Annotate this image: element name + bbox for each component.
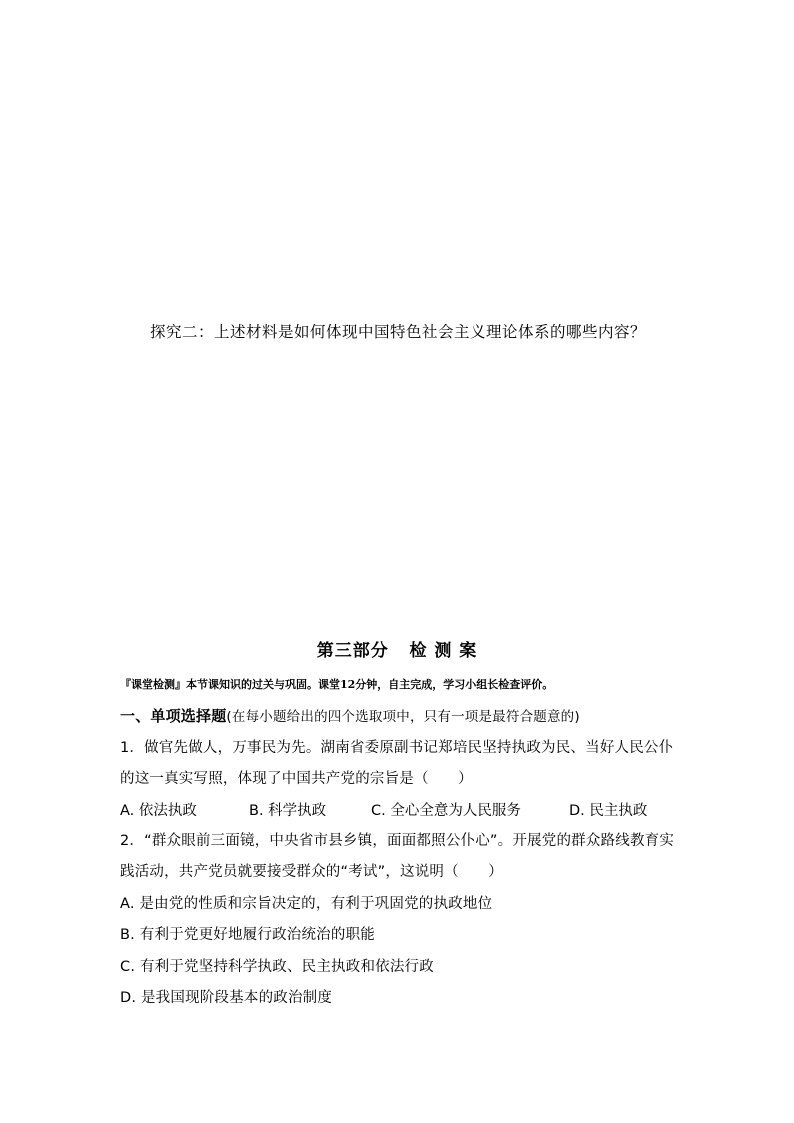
classroom-note: 『课堂检测』本节课知识的过关与巩固。课堂12分钟，自主完成，学习小组长检查评价。 xyxy=(120,678,554,691)
question-1-option-a: A. 依法执政 xyxy=(120,803,197,819)
section-heading-label: 一、单项选择题 xyxy=(120,707,227,725)
section-heading-instructions: (在每小题给出的四个选取项中，只有一项是最符合题意的) xyxy=(226,709,580,725)
question-2-option-b: B. 有利于党更好地履行政治统治的职能 xyxy=(120,927,375,943)
question-1-stem-line-1: 1．做官先做人，万事民为先。湖南省委原副书记郑培民坚持执政为民、当好人民公仆 xyxy=(120,740,674,756)
question-1-option-b: B. 科学执政 xyxy=(249,803,327,819)
explore-question-2: 探究二：上述材料是如何体现中国特色社会主义理论体系的哪些内容？ xyxy=(150,323,647,341)
question-1-option-d: D. 民主执政 xyxy=(569,803,648,819)
question-2-option-a: A. 是由党的性质和宗旨决定的，有利于巩固党的执政地位 xyxy=(120,896,493,912)
question-2-option-d: D. 是我国现阶段基本的政治制度 xyxy=(120,990,333,1006)
question-2-option-c: C. 有利于党坚持科学执政、民主执政和依法行政 xyxy=(120,959,434,975)
section-heading xyxy=(120,705,580,726)
question-1-option-c: C. 全心全意为人民服务 xyxy=(371,803,521,819)
question-2-stem-line-1: 2．“群众眼前三面镜，中央省市县乡镇，面面都照公仆心”。开展党的群众路线教育实 xyxy=(120,833,675,849)
question-2-stem-line-2: 践活动，共产党员就要接受群众的“考试”，这说明（ ） xyxy=(120,864,503,880)
section-title: 第三部分 检 测 案 xyxy=(316,641,478,661)
question-1-stem-line-2: 的这一真实写照，体现了中国共产党的宗旨是（ ） xyxy=(120,771,473,787)
